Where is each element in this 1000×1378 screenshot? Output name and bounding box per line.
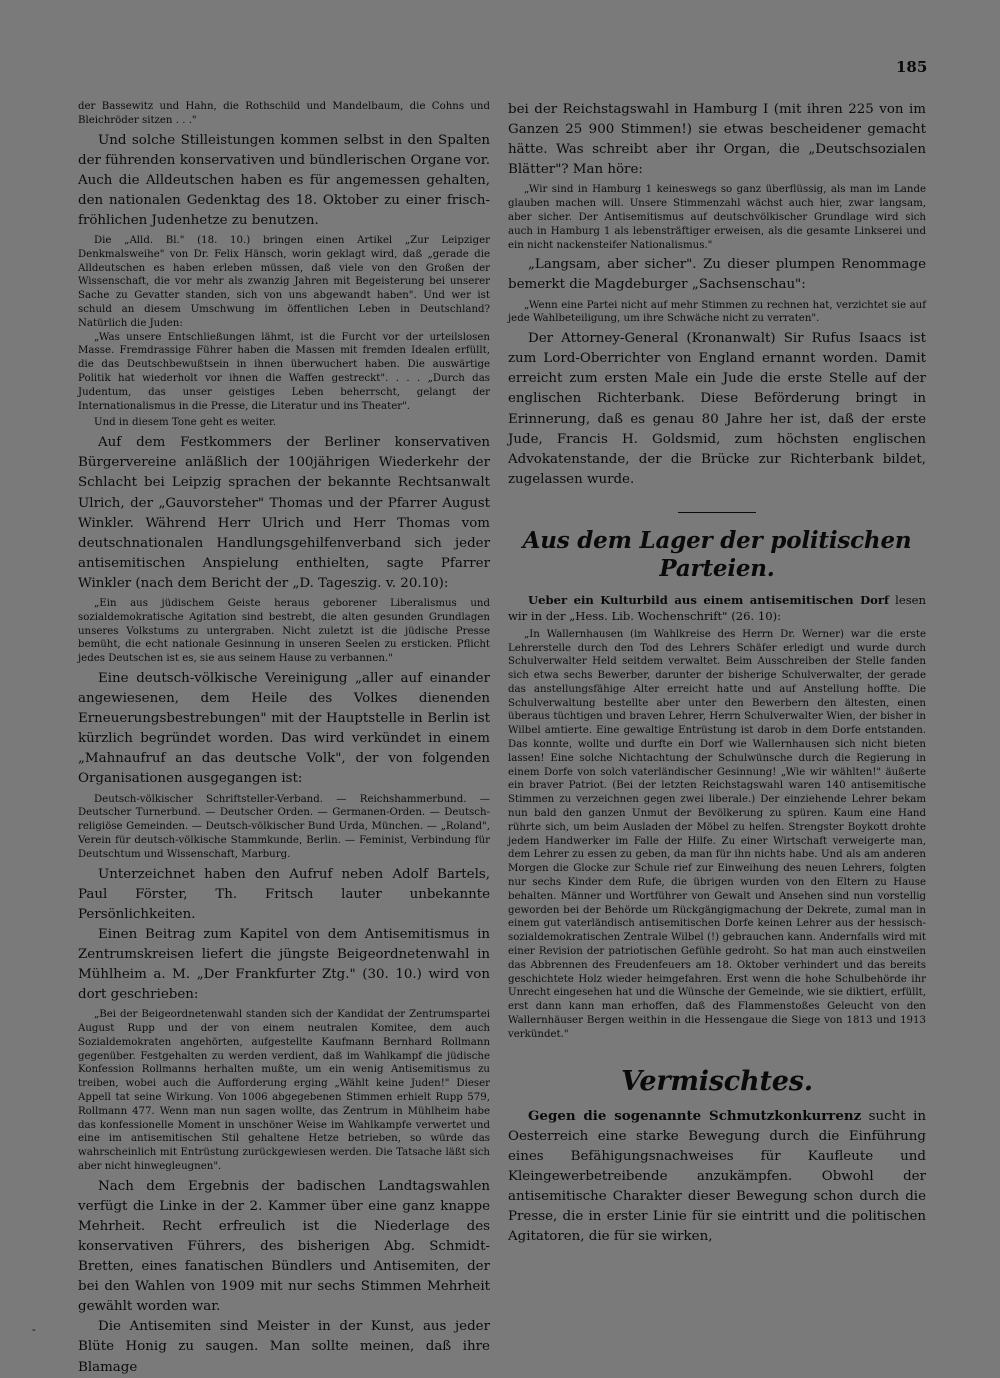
paragraph: der Bassewitz und Hahn, die Rothschild und Mandelbaum, die Cohns und Bleichröder sitzen . . .": [78, 101, 490, 126]
section-heading: Aus dem Lager der politischen Parteien.: [522, 526, 912, 582]
block-quote: „Was unsere Entschließungen lähmt, ist die Furcht vor der urteilslosen Masse. Fremdrassige Führer haben die Massen mit fremden Idealen erfüllt, die das Deutschbewußtsein in ihnen überwuchert haben. Die auswärtige Politik hat wiederholt vor ihnen die Waffen gestreckt". . . . „Durch das Judentum, das unser geistiges Leben beherrscht, gelangt der Internationalismus in die Presse, die Literatur und ins Theater".: [78, 331, 490, 412]
section-divider: [678, 512, 756, 513]
block-quote: „Wenn eine Partei nicht auf mehr Stimmen zu rechnen hat, verzichtet sie auf jede Wahlbeteiligung, um ihre Schwäche nicht zu verraten".: [508, 299, 926, 325]
left-column: [78, 100, 490, 1378]
paragraph-text: sucht in Oesterreich eine starke Bewegung durch die Einführung eines Befähigungsnachweises für Kaufleute und Kleingewerbetreibende anzukämpfen. Obwohl der antisemitische Charakter dieser Bewegung schon durch die Presse, die in erster Linie für sie eintritt und die politischen Agitatoren, die für sie wirken,: [508, 1108, 927, 1245]
paragraph: Unterzeichnet haben den Aufruf neben Adolf Bartels, Paul Förster, Th. Fritsch lauter unbekannte Persönlichkeiten.: [78, 866, 490, 922]
paragraph: „Langsam, aber sicher". Zu dieser plumpen Renommage bemerkt die Magdeburger „Sachsenschau":: [508, 257, 926, 293]
right-column: [508, 100, 926, 1247]
organization-list: Deutsch-völkischer Schriftsteller-Verband. — Reichshammerbund. — Deutscher Turnerbund. — Deutscher Orden. — Germanen-Orden. — Deutsch-religiöse Gemeinden. — Deutsch-völkischer Bund Urda, München. — „Roland", Verein für deutsch-völkische Stammkunde, Berlin. — Feminist, Verbindung für Deutschtum und Wissenschaft, Marburg.: [78, 793, 490, 860]
paragraph: Auf dem Festkommers der Berliner konservativen Bürgervereine anläßlich der 100jährigen Wiederkehr der Schlacht bei Leipzig sprachen der bekannte Rechtsanwalt Ulrich, der „Gauvorsteher" Thomas und der Pfarrer August Winkler. Während Herr Ulrich und Herr Thomas vom deutschnationalen Handlungsgehilfenverband sich jeder antisemitischen Anspielung enthielten, sagte Pfarrer Winkler (nach dem Bericht der „D. Tageszig. v. 20.10):: [78, 435, 490, 591]
paragraph: Einen Beitrag zum Kapitel von dem Antisemitismus in Zentrumskreisen liefert die jüngste Beigeordnetenwahl in Mühlheim a. M. „Der Frankfurter Ztg." (30. 10.) wird von dort geschrieben:: [78, 926, 490, 1003]
section-heading: Vermischtes.: [621, 1065, 813, 1097]
paragraph: Und in diesem Tone geht es weiter.: [94, 417, 276, 429]
block-quote: „Ein aus jüdischem Geiste heraus geborener Liberalismus und sozialdemokratische Agitation sind bestrebt, die alten gesunden Grundlagen unseres Volkstums zu untergraben. Nicht zuletzt ist die jüdische Presse bemüht, die echt nationale Gesinnung in unseren Seelen zu ersticken. Pflicht jedes Deutschen ist es, sie aus seinem Hause zu verbannen.": [78, 597, 490, 665]
paragraph: Eine deutsch-völkische Vereinigung „aller auf einander angewiesenen, dem Heile des Volkes dienenden Erneuerungsbestrebungen" mit der Hauptstelle in Berlin ist kürzlich begründet worden. Das wird verkündet in einem „Mahnaufruf an das deutsche Volk", der von folgenden Organisationen ausgegangen ist:: [78, 670, 490, 787]
block-quote: „In Wallernhausen (im Wahlkreise des Herrn Dr. Werner) war die erste Lehrerstelle durch den Tod des Lehrers Schäfer erledigt und wurde durch Schulverwalter Held seitdem verwaltet. Beim Ausschreiben der Stelle fanden sich etwa sechs Bewerber, darunter der bisherige Schulverwalter, der gerade das anstellungsfähige Alter erreicht hatte und auf Anstellung hoffte. Die Schulverwaltung bestellte aber unter den Bewerbern den ältesten, einen überaus tüchtigen und braven Lehrer, Herrn Schulverwalter Wien, der bisher in Wilbel amtierte. Eine gewaltige Entrüstung ist darob in dem Dorfe entstanden. Das konnte, wollte und durfte ein Dorf wie Wallernhausen sich nicht bieten lassen! Eine solche Nichtachtung der Schulwünsche durch die Regierung in einem Dorfe von solch vaterländischer Gesinnung! „Wie wir wählten!" äußerte ein braver Patriot. (Bei der letzten Reichstagswahl waren 140 antisemitische Stimmen zu verzeichnen gegen zwei liberale.) Der einziehende Lehrer bekam nun bald den ganzen Unmut der Bevölkerung zu spüren. Kaum eine Hand rührte sich, um beim Ausladen der Möbel zu helfen. Strengster Boykott drohte jedem Handwerker im Falle der Hilfe. Zu einer Wirtschaft verweigerte man, dem Lehrer zu essen zu geben, da man für ihn nichts habe. Und als am anderen Morgen die Glocke zur Schule rief zur Einweihung des neuen Lehrers, folgten nur sechs Kinder dem Rufe, die übrigen wurden von den Eltern zu Hause behalten. Männer und Wortführer von Gewalt und Ansehen sind nun vorstellig geworden bei der Behörde um Rückgängigmachung der Dekrete, zumal man in einem gut vaterländisch antisemitischen Dorfe keinen Lehrer aus der hessisch-sozialdemokratischen Zentrale Wilbel (!) gebrauchen kann. Andernfalls wird mit einer Revision der patriotischen Gefühle gedroht. So hat man auch einstweilen das Abbrennen des Freudenfeuers am 18. Oktober verhindert und das bereits geschichtete Holz wieder heimgefahren. Erst wenn die hohe Schulbehörde ihr Unrecht eingesehen hat und die Wünsche der Gemeinde, wie sie diktiert, erfüllt, erst dann kann man erhoffen, daß des Flammenstoßes Geleucht von den Wallernhäuser Bergen weithin in die Hessengaue die Siege von 1813 und 1913 verkündet.": [508, 628, 926, 1040]
paragraph: Die Antisemiten sind Meister in der Kunst, aus jeder Blüte Honig zu saugen. Man sollte meinen, daß ihre Blamage: [78, 1319, 490, 1375]
paragraph: [508, 1106, 926, 1248]
margin-mark: -: [32, 1323, 36, 1336]
paragraph: Der Attorney-General (Kronanwalt) Sir Rufus Isaacs ist zum Lord-Oberrichter von England ernannt worden. Damit erreicht zum ersten Male ein Jude die erste Stelle auf der englischen Richterbank. Diese Beförderung bringt in Erinnerung, daß es genau 80 Jahre her ist, daß der erste Jude, Francis H. Goldsmid, zum höchsten englischen Advokatenstande, der die Brücke zur Richterbank bildet, zugelassen wurde.: [508, 331, 926, 487]
paragraph: bei der Reichstagswahl in Hamburg I (mit ihren 225 von im Ganzen 25 900 Stimmen!) sie etwas bescheidener gemacht hätte. Was schreibt aber ihr Organ, die „Deutschsozialen Blätter"? Man höre:: [508, 102, 926, 178]
block-quote: „Wir sind in Hamburg 1 keineswegs so ganz überflüssig, als man im Lande glauben machen will. Unsere Stimmenzahl wächst auch hier, zwar langsam, aber sicher. Der Antisemitismus auf deutschvölkischer Grundlage wird sich auch in Hamburg 1 als lebensträftiger erweisen, als die gesamte Linkserei und ein nicht nackensteifer Nationalismus.": [508, 184, 926, 251]
paragraph: [508, 593, 926, 625]
paragraph-text: lesen wir in der „Hess. Lib. Wochenschrift" (26. 10):: [508, 592, 926, 623]
paragraph: Die „Alld. Bl." (18. 10.) bringen einen Artikel „Zur Leipziger Denkmalsweihe" von Dr. Felix Hänsch, worin geklagt wird, daß „gerade die Alldeutschen es haben erleben müssen, daß viele von den Großen der Wissenschaft, die vor mehr als zwanzig Jahren mit Begeisterung bei unserer Sache zu Gevatter standen, sich von uns abgewandt haben". Und wer ist schuld an diesem Umschwung im öffentlichen Leben in Deutschland? Natürlich die Juden:: [78, 235, 490, 329]
block-quote: „Bei der Beigeordnetenwahl standen sich der Kandidat der Zentrumspartei August Rupp und der von einem neutralen Komitee, dem auch Sozialdemokraten angehörten, aufgestellte Kaufmann Bernhard Rollmann gegenüber. Festgehalten zu werden verdient, daß im Wahlkampf die jüdische Konfession Rollmanns herhalten mußte, um ein wenig Antisemitismus zu treiben, wobei auch die Aufforderung erging „Wählt keine Juden!" Dieser Appell tat seine Wirkung. Von 1006 abgegebenen Stimmen erhielt Rupp 579, Rollmann 477. Wenn man nun sagen wollte, das Zentrum in Mühlheim habe das konfessionelle Moment in unschöner Weise im Wahlkampfe verwertet und eine im antisemitischen Stil gehaltene Hetze betrieben, so würde das wahrscheinlich mit Entrüstung zurückgewiesen werden. Die Tatsache läßt sich aber nicht hinwegleugnen".: [78, 1009, 490, 1172]
paragraph-lead: Ueber ein Kulturbild aus einem antisemitischen Dorf: [528, 592, 889, 607]
paragraph: Nach dem Ergebnis der badischen Landtagswahlen verfügt die Linke in der 2. Kammer über eine ganz knappe Mehrheit. Recht erfreulich ist die Niederlage des konservativen Führers, des bisherigen Abg. Schmidt-Bretten, eines fanatischen Bündlers und Antisemiten, der bei den Wahlen von 1909 mit nur sechs Stimmen Mehrheit gewählt worden war.: [78, 1178, 490, 1315]
paragraph-lead: Gegen die sogenannte Schmutzkonkurrenz: [528, 1107, 862, 1124]
page-number: 185: [896, 58, 928, 76]
paragraph: Und solche Stilleistungen kommen selbst in den Spalten der führenden konservativen und bündlerischen Organe vor. Auch die Alldeutschen haben es für angemessen gehalten, den nationalen Gedenktag des 18. Oktober zu einer frisch-fröhlichen Judenhetze zu benutzen.: [78, 132, 490, 228]
